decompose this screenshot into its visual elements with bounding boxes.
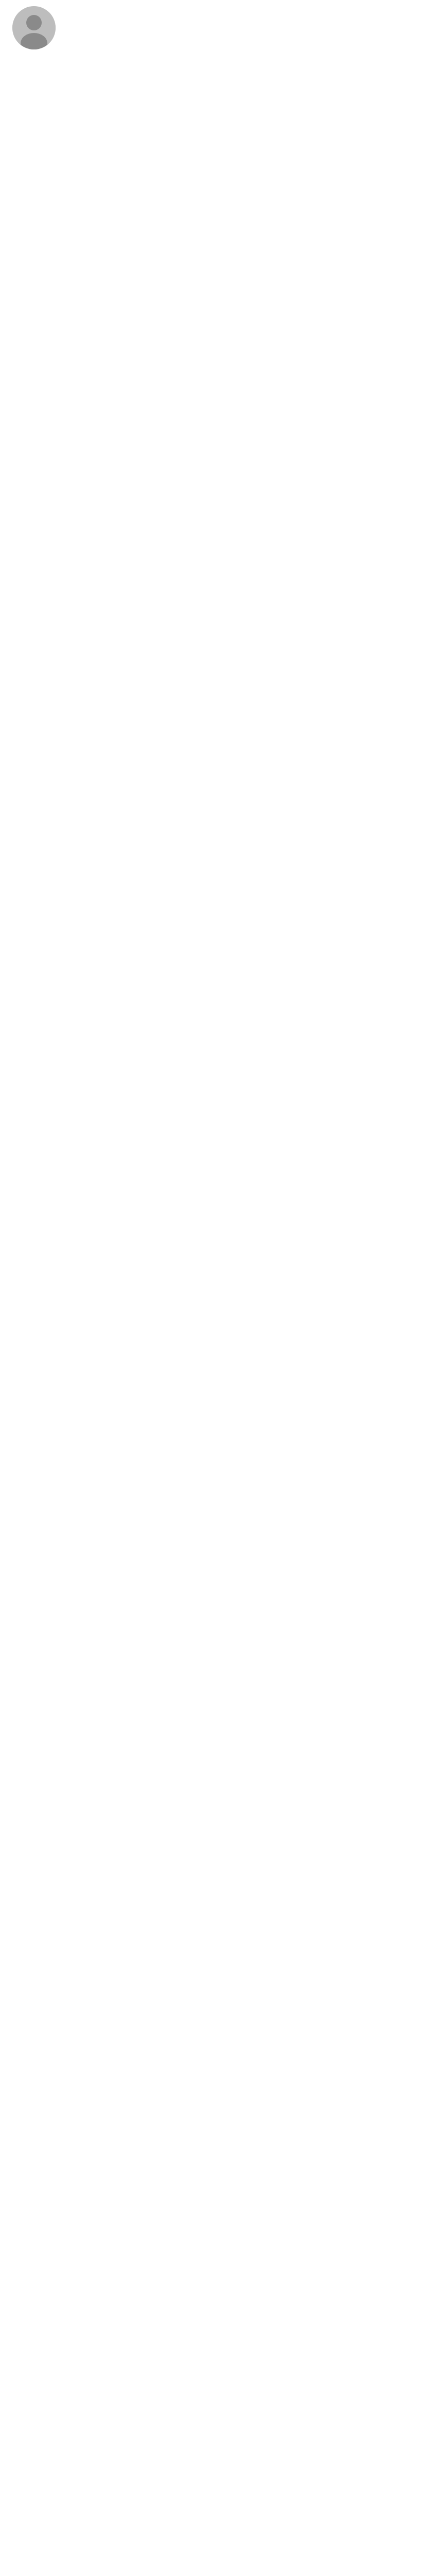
avatar[interactable] — [12, 6, 56, 49]
user-avatar-icon — [12, 6, 56, 49]
author-card — [12, 6, 424, 49]
